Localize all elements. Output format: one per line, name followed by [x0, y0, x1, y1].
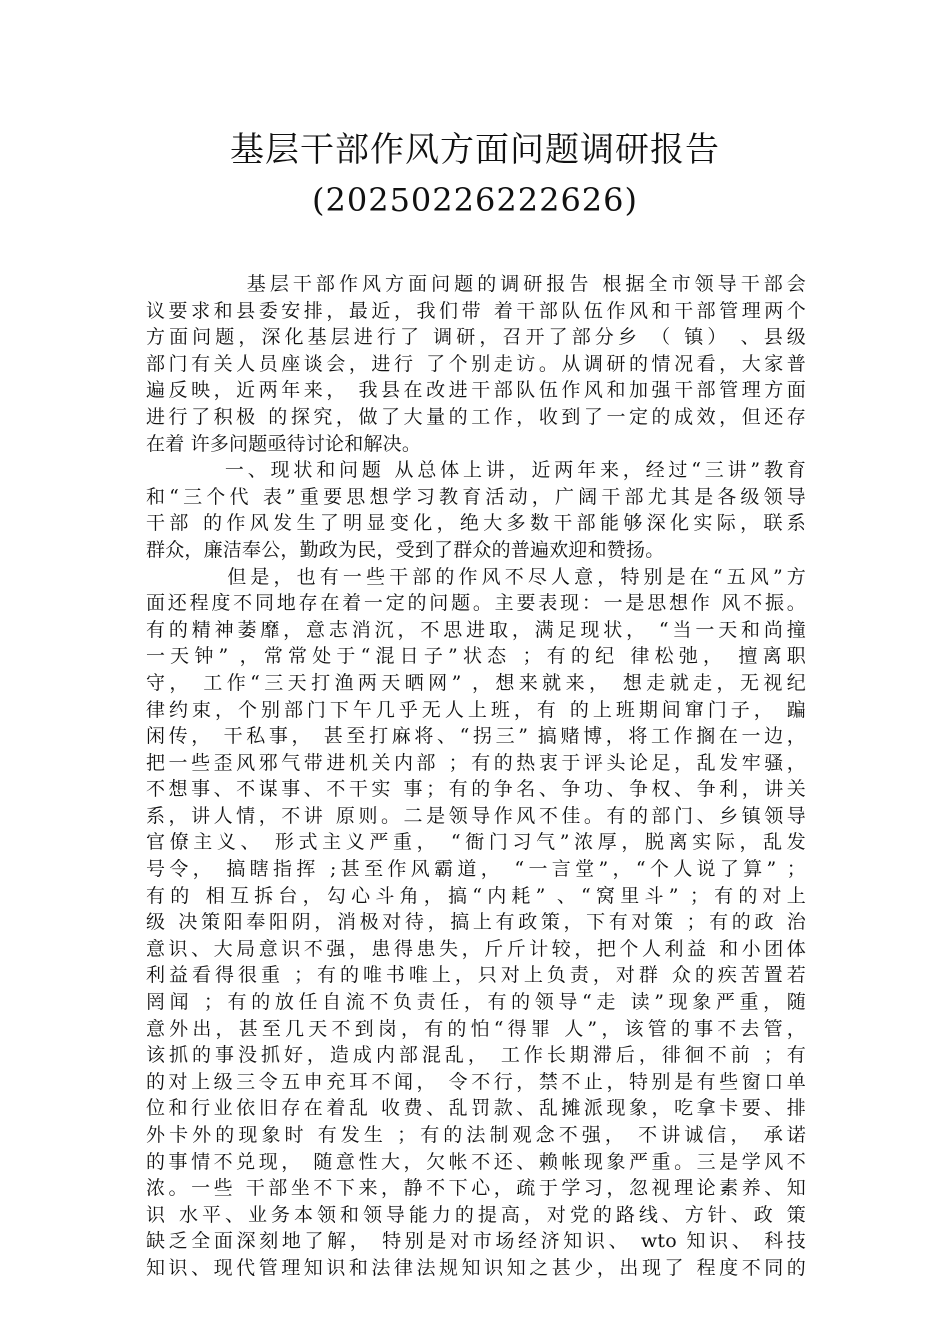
body-line: 的事情不兑现， 随意性大，欠帐不还、赖帐现象严重。三是学风不 [146, 1150, 806, 1173]
body-line: 遍反映，近两年来， 我县在改进干部队伍作风和加强干部管理方面 [146, 379, 806, 402]
body-line: 该抓的事没抓好，造成内部混乱， 工作长期滞后，徘徊不前 ；有 [146, 1044, 806, 1067]
body-line: 利益看得很重 ；有的唯书唯上，只对上负责，对群 众的疾苦置若 [146, 964, 806, 987]
body-line: 一、现状和问题 从总体上讲，近两年来，经过“三讲”教育 [146, 459, 806, 482]
body-line: 不想事、不谋事、不干实 事；有的争名、争功、争权、争利，讲关 [146, 778, 806, 801]
body-line: 的对上级三令五申充耳不闻， 令不行，禁不止，特别是有些窗口单 [146, 1070, 806, 1093]
body-line: 一天钟” ，常常处于“混日子”状态 ；有的纪 律松弛， 擅离职 [146, 645, 806, 668]
body-line: 有的 相互拆台，勾心斗角，搞“内耗” 、“窝里斗” ；有的对上 [146, 884, 806, 907]
body-line: 官僚主义、 形式主义严重， “衙门习气”浓厚，脱离实际，乱发 [146, 831, 806, 854]
body-line: 群众，廉洁奉公，勤政为民，受到了群众的普遍欢迎和赞扬。 [146, 538, 665, 561]
body-line: 律约束，个别部门下午几乎无人上班，有 的上班期间窜门子， 蹁 [146, 698, 806, 721]
body-line: 议要求和县委安排，最近，我们带 着干部队伍作风和干部管理两个 [146, 299, 806, 322]
document-body [146, 271, 806, 1282]
body-line: 缺乏全面深刻地了解， 特别是对市场经济知识、 wto 知识、 科技 [146, 1230, 806, 1253]
body-line: 但是，也有一些干部的作风不尽人意，特别是在“五风”方 [146, 565, 806, 588]
body-line: 有的精神萎靡，意志消沉，不思进取，满足现状， “当一天和尚撞 [146, 618, 806, 641]
body-line: 罔闻 ；有的放任自流不负责任，有的领导“走 读”现象严重，随 [146, 991, 806, 1014]
body-line: 面还程度不同地存在着一定的问题。主要表现：一是思想作 风不振。 [146, 592, 806, 615]
body-line: 级 决策阳奉阳阴，消极对待，搞上有政策，下有对策 ；有的政 治 [146, 911, 806, 934]
body-line: 意外出，甚至几天不到岗，有的怕“得罪 人”，该管的事不去管， [146, 1017, 806, 1040]
body-line: 把一些歪风邪气带进机关内部 ；有的热衷于评头论足，乱发牢骚， [146, 751, 806, 774]
body-line: 守， 工作“三天打渔两天晒网” ，想来就来， 想走就走，无视纪 [146, 671, 806, 694]
body-line: 号令， 搞瞎指挥 ;甚至作风霸道， “一言堂”，“个人说了算” ； [146, 858, 806, 881]
document-subtitle: (20250226222626) [312, 181, 638, 219]
body-line: 意识、大局意识不强，患得患失，斤斤计较，把个人利益 和小团体 [146, 937, 806, 960]
body-line: 识 水平、业务本领和领导能力的提高，对党的路线、方针、政 策 [146, 1203, 806, 1226]
body-line: 和“三个代 表”重要思想学习教育活动，广阔干部尤其是各级领导 [146, 485, 806, 508]
body-line: 知识、现代管理知识和法律法规知识知之甚少，出现了 程度不同的 [146, 1256, 806, 1279]
body-line: 干部 的作风发生了明显变化，绝大多数干部能够深化实际，联系 [146, 512, 806, 535]
body-line: 进行了积极 的探究，做了大量的工作，收到了一定的成效，但还存 [146, 405, 806, 428]
body-line: 系，讲人情，不讲 原则。二是领导作风不佳。有的部门、乡镇领导 [146, 804, 806, 827]
document-title: 基层干部作风方面问题调研报告 [230, 130, 720, 170]
body-line: 方面问题，深化基层进行了 调研，召开了部分乡 （ 镇） 、县级 [146, 326, 806, 349]
body-line: 浓。一些 干部坐不下来，静不下心，疏于学习，忽视理论素养、知 [146, 1177, 806, 1200]
body-line: 部门有关人员座谈会，进行 了个别走访。从调研的情况看，大家普 [146, 352, 806, 375]
body-line: 位和行业依旧存在着乱 收费、乱罚款、乱摊派现象，吃拿卡要、排 [146, 1097, 806, 1120]
body-line: 基层干部作风方面问题的调研报告 根据全市领导干部会 [146, 273, 806, 295]
body-line: 外卡外的现象时 有发生 ；有的法制观念不强， 不讲诚信， 承诺 [146, 1124, 806, 1146]
body-line: 在着 许多问题亟待讨论和解决。 [146, 432, 422, 455]
body-line: 闲传， 干私事， 甚至打麻将、“拐三” 搞赌博，将工作搁在一边， [146, 725, 806, 748]
